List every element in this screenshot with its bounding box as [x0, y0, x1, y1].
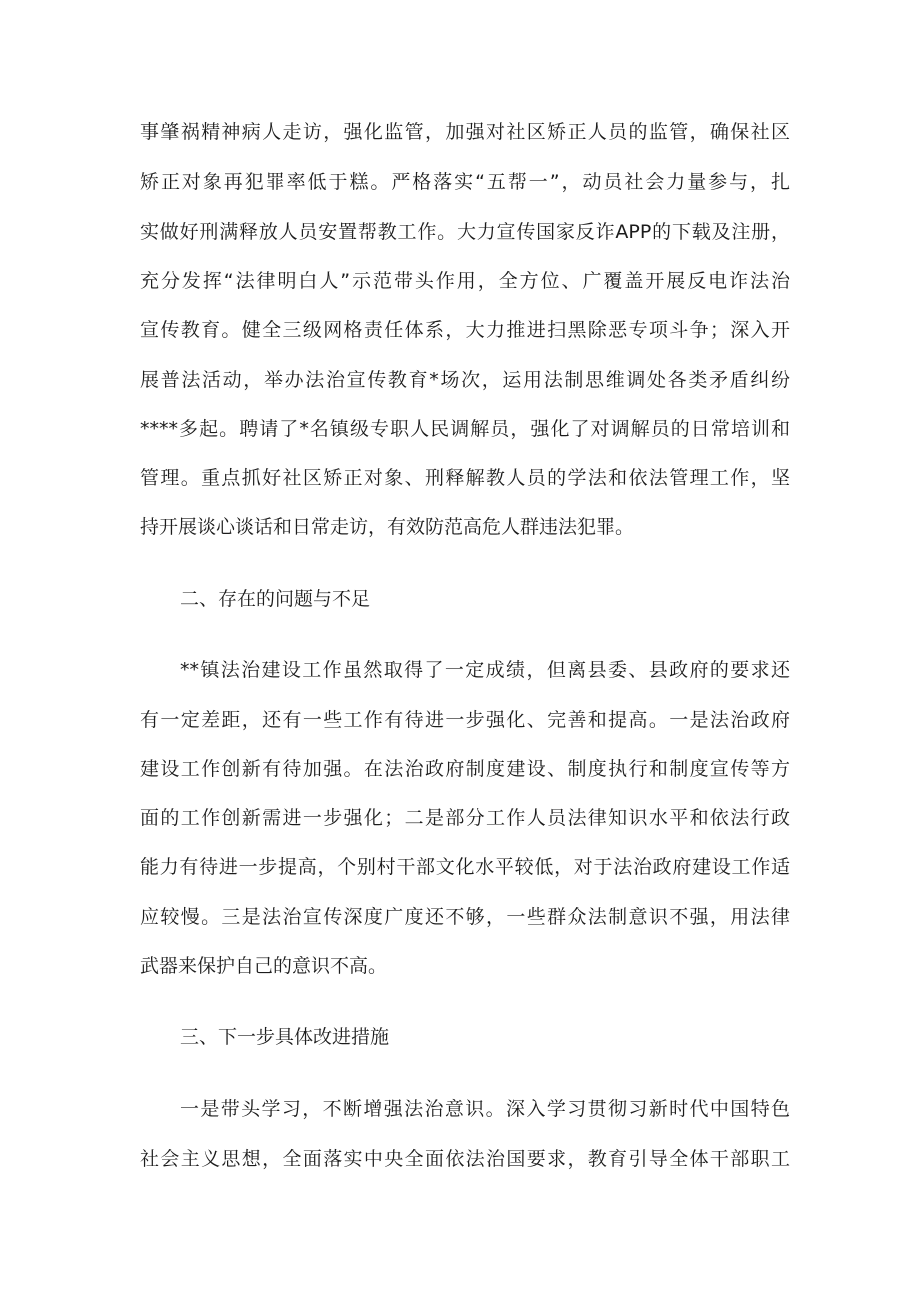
paragraph-2-line-4: 面的工作创新需进一步强化；二是部分工作人员法律知识水平和依法行政	[140, 807, 790, 829]
paragraph-2-line-2: 有一定差距，还有一些工作有待进一步强化、完善和提高。一是法治政府	[140, 709, 790, 731]
paragraph-2-line-1: **镇法治建设工作虽然取得了一定成绩，但离县委、县政府的要求还	[180, 659, 790, 681]
paragraph-1-line-8: 管理。重点抓好社区矫正对象、刑释解教人员的学法和依法管理工作，坚	[140, 467, 790, 489]
paragraph-1-line-2: 矫正对象再犯罪率低于糕。严格落实“五帮一”，动员社会力量参与，扎	[140, 171, 790, 193]
paragraph-1-line-1: 事肇祸精神病人走访，强化监管，加强对社区矫正人员的监管，确保社区	[140, 121, 790, 143]
paragraph-2-line-5: 能力有待进一步提高，个别村干部文化水平较低，对于法治政府建设工作适	[140, 856, 790, 878]
paragraph-3-line-1: 一是带头学习，不断增强法治意识。深入学习贯彻习新时代中国特色	[180, 1098, 790, 1120]
paragraph-3-line-2: 社会主义思想，全面落实中央全面依法治国要求，教育引导全体干部职工	[140, 1148, 790, 1170]
paragraph-1-line-7: ****多起。聘请了*名镇级专职人民调解员，强化了对调解员的日常培训和	[140, 418, 790, 440]
paragraph-1-line-6: 展普法活动，举办法治宣传教育*场次，运用法制思维调处各类矛盾纠纷	[140, 369, 790, 391]
paragraph-1-line-9: 持开展谈心谈话和日常走访，有效防范高危人群违法犯罪。	[140, 516, 635, 538]
paragraph-2-line-7: 武器来保护自己的意识不高。	[140, 955, 388, 977]
paragraph-1-line-3: 实做好刑满释放人员安置帮教工作。大力宣传国家反诈APP的下载及注册，	[140, 221, 790, 243]
paragraph-2-line-6: 应较慢。三是法治宣传深度广度还不够，一些群众法制意识不强，用法律	[140, 906, 790, 928]
paragraph-2-line-3: 建设工作创新有待加强。在法治政府制度建设、制度执行和制度宣传等方	[140, 758, 790, 780]
section-heading-improvements: 三、下一步具体改进措施	[180, 1026, 390, 1048]
paragraph-1-line-4: 充分发挥“法律明白人”示范带头作用，全方位、广覆盖开展反电诈法治	[140, 270, 790, 292]
paragraph-1-line-5: 宣传教育。健全三级网格责任体系，大力推进扫黑除恶专项斗争；深入开	[140, 319, 790, 341]
section-heading-problems: 二、存在的问题与不足	[180, 588, 371, 610]
